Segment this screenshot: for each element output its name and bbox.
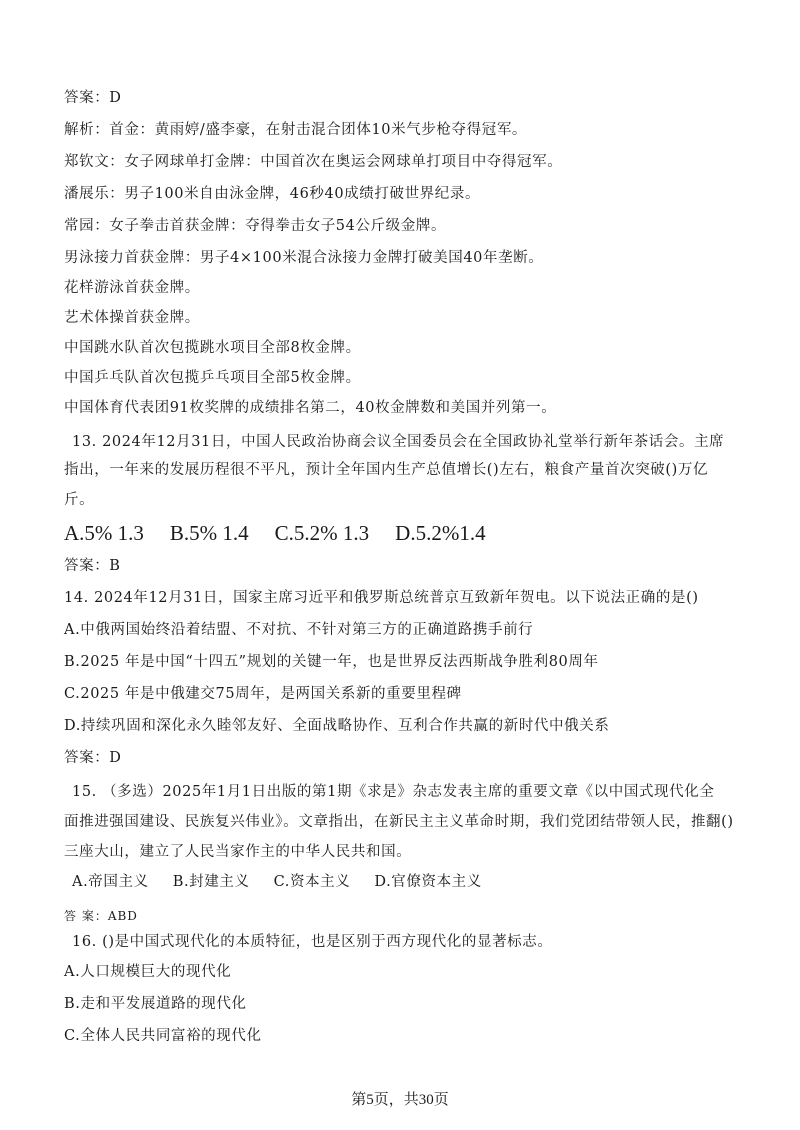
option-c: C.2025 年是中俄建交75周年，是两国关系新的重要里程碑 [64, 686, 462, 702]
question-15-text: 面推进强国建设、民族复兴伟业》。文章指出，在新民主主义革命时期，我们党团结带领人民，推翻() [64, 814, 734, 830]
page-number: 第5页，共30页 [351, 1092, 449, 1108]
option-d: D.持续巩固和深化永久睦邻友好、全面战略协作、互利合作共赢的新时代中俄关系 [64, 718, 610, 734]
option-a: A.中俄两国始终沿着结盟、不对抗、不针对第三方的正确道路携手前行 [64, 622, 534, 638]
analysis-line: 男泳接力首获金牌：男子4×100米混合泳接力金牌打破美国40年垄断。 [64, 250, 544, 266]
question-15-text: 三座大山，建立了人民当家作主的中华人民共和国。 [64, 844, 412, 860]
option-b: B.走和平发展道路的现代化 [64, 996, 247, 1012]
option-a: A.人口规模巨大的现代化 [64, 964, 232, 980]
option-a: A.5% 1.3 [64, 521, 144, 545]
question-15-text: 15. （多选）2025年1月1日出版的第1期《求是》杂志发表主席的重要文章《以中国式现代化全 [72, 784, 715, 800]
analysis-line: 中国体育代表团91枚奖牌的成绩排名第二，40枚金牌数和美国并列第一。 [64, 400, 557, 416]
option-b: B.2025 年是中国“十四五”规划的关键一年，也是世界反法西斯战争胜利80周年 [64, 654, 599, 670]
question-14-answer: 答案：D [64, 750, 122, 766]
option-c: C.全体人民共同富裕的现代化 [64, 1028, 262, 1044]
option-c: C.资本主义 [273, 874, 351, 890]
analysis-line: 中国跳水队首次包揽跳水项目全部8枚金牌。 [64, 340, 361, 356]
question-14-text: 14. 2024年12月31日，国家主席习近平和俄罗斯总统普京互致新年贺电。以下说法正确的是() [64, 590, 699, 606]
question-13-options [64, 520, 512, 546]
question-15-answer: 答 案：ABD [64, 909, 138, 923]
analysis-line: 艺术体操首获金牌。 [64, 310, 200, 326]
analysis-line: 潘展乐：男子100米自由泳金牌，46秒40成绩打破世界纪录。 [64, 186, 481, 202]
option-b: B.5% 1.4 [169, 521, 249, 545]
question-13-text: 指出，一年来的发展历程很不平凡，预计全年国内生产总值增长()左右，粮食产量首次突破()万亿 [64, 462, 709, 478]
option-a: A.帝国主义 [72, 874, 149, 890]
question-15-options [72, 872, 506, 892]
analysis-line: 中国乒乓队首次包揽乒乓项目全部5枚金牌。 [64, 370, 361, 386]
analysis-line: 花样游泳首获金牌。 [64, 280, 200, 296]
question-13-text: 斤。 [64, 492, 95, 508]
question-13-text: 13. 2024年12月31日，中国人民政治协商会议全国委员会在全国政协礼堂举行新年茶话会。主席 [72, 434, 725, 450]
answer-line: 答案：D [64, 90, 122, 106]
analysis-line: 解析：首金：黄雨婷/盛李豪，在射击混合团体10米气步枪夺得冠军。 [64, 122, 528, 138]
analysis-line: 常园：女子拳击首获金牌：夺得拳击女子54公斤级金牌。 [64, 218, 447, 234]
option-c: C.5.2% 1.3 [274, 521, 370, 545]
question-13-answer: 答案：B [64, 558, 121, 574]
option-d: D.官僚资本主义 [374, 874, 482, 890]
analysis-line: 郑钦文：女子网球单打金牌：中国首次在奥运会网球单打项目中夺得冠军。 [64, 154, 563, 170]
option-b: B.封建主义 [172, 874, 250, 890]
option-d: D.5.2%1.4 [395, 521, 486, 545]
question-16-text: 16. ()是中国式现代化的本质特征，也是区别于西方现代化的显著标志。 [72, 934, 553, 950]
